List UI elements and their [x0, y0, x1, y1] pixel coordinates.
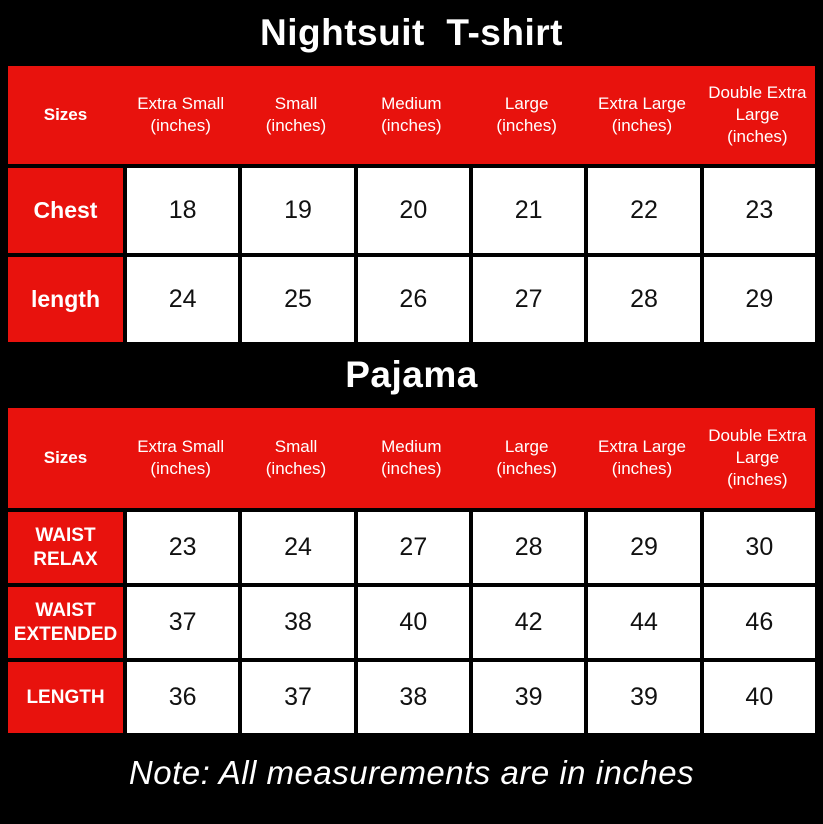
measurement-value-cell-2: 40: [358, 587, 469, 658]
tshirt-table-row-1: [8, 257, 815, 342]
row-label-cell: WAIST RELAX: [8, 512, 123, 583]
measurement-value-cell-3: 21: [473, 168, 584, 253]
measurement-value-cell-4: 29: [588, 512, 699, 583]
size-column-header-3: Large (inches): [496, 93, 557, 135]
size-column-header-1: Small (inches): [265, 93, 327, 135]
measurement-value-cell-0: 37: [127, 587, 238, 658]
pajama-table-row-1: [8, 587, 815, 658]
measurement-value-cell-1: 19: [242, 168, 353, 253]
size-column-header-0: Extra Small (inches): [137, 93, 225, 135]
measurement-value-cell-2: 38: [358, 662, 469, 733]
measurement-value-cell-2: 20: [358, 168, 469, 253]
size-column-header-3: Large (inches): [496, 436, 557, 478]
measurement-value-cell-0: 36: [127, 662, 238, 733]
sizes-header-cell: Sizes: [43, 447, 88, 467]
measurement-value-cell-4: 39: [588, 662, 699, 733]
measurement-value-cell-5: 29: [704, 257, 815, 342]
size-column-header-4: Extra Large (inches): [598, 93, 686, 135]
measurement-value-cell-5: 30: [704, 512, 815, 583]
measurement-value-cell-3: 39: [473, 662, 584, 733]
measurement-value-cell-4: 44: [588, 587, 699, 658]
row-label-cell: WAIST EXTENDED: [8, 587, 123, 658]
size-column-header-0: Extra Small (inches): [137, 436, 225, 478]
measurement-value-cell-0: 23: [127, 512, 238, 583]
size-column-header-5: Double Extra Large (inches): [708, 425, 807, 490]
size-column-header-1: Small (inches): [265, 436, 327, 478]
tshirt-section-title: Nightsuit T-shirt: [260, 12, 563, 53]
measurement-value-cell-4: 22: [588, 168, 699, 253]
size-column-header-2: Medium (inches): [381, 436, 442, 478]
row-label-cell: LENGTH: [8, 662, 123, 733]
measurement-value-cell-1: 24: [242, 512, 353, 583]
measurement-value-cell-1: 38: [242, 587, 353, 658]
pajama-header-row: [8, 408, 815, 508]
measurement-value-cell-1: 37: [242, 662, 353, 733]
pajama-section-title: Pajama: [345, 354, 478, 395]
measurement-note: Note: All measurements are in inches: [128, 754, 695, 791]
tshirt-header-row: [8, 66, 815, 164]
measurement-value-cell-5: 23: [704, 168, 815, 253]
measurement-value-cell-4: 28: [588, 257, 699, 342]
measurement-value-cell-3: 28: [473, 512, 584, 583]
measurement-value-cell-5: 40: [704, 662, 815, 733]
measurement-value-cell-2: 26: [358, 257, 469, 342]
measurement-value-cell-5: 46: [704, 587, 815, 658]
row-label-cell: Chest: [8, 168, 123, 253]
measurement-value-cell-3: 27: [473, 257, 584, 342]
pajama-table-row-2: [8, 662, 815, 733]
measurement-value-cell-3: 42: [473, 587, 584, 658]
tshirt-size-table: [8, 66, 815, 342]
measurement-value-cell-2: 27: [358, 512, 469, 583]
size-column-header-5: Double Extra Large (inches): [708, 82, 807, 147]
size-column-header-4: Extra Large (inches): [598, 436, 686, 478]
row-label-cell: length: [8, 257, 123, 342]
measurement-value-cell-1: 25: [242, 257, 353, 342]
measurement-value-cell-0: 18: [127, 168, 238, 253]
size-column-header-2: Medium (inches): [381, 93, 442, 135]
tshirt-table-row-0: [8, 168, 815, 253]
pajama-size-table: [8, 408, 815, 733]
sizes-header-cell: Sizes: [43, 104, 88, 124]
measurement-value-cell-0: 24: [127, 257, 238, 342]
pajama-table-row-0: [8, 512, 815, 583]
